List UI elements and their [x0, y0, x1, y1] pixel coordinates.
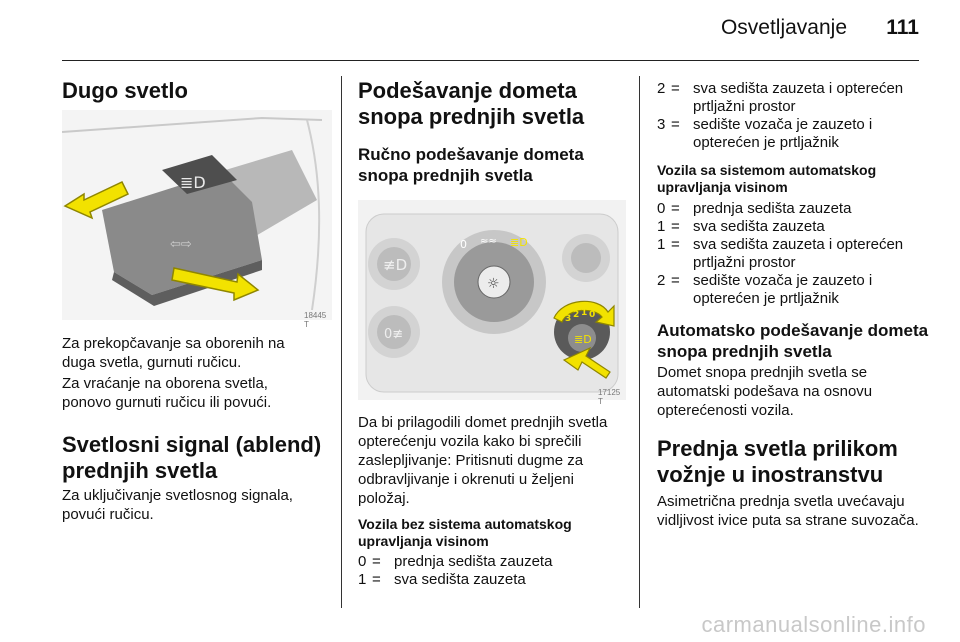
paragraph: Da bi prilagodili domet prednjih svetla opterećenju vozila kako bi sprečili zaslepljivanje: Pritisnuti dugme za odbravljivanje i okrenuti u željeni položaj.: [358, 414, 608, 507]
heading-flash: Svetlosni signal (ablend) prednjih svetla: [62, 432, 322, 483]
figure-light-switch: [358, 200, 626, 400]
svg-text:0≢: 0≢: [384, 327, 404, 342]
page-number: 111: [886, 16, 919, 39]
page-header: [62, 0, 919, 61]
figure-number: 18445 T: [304, 311, 327, 329]
setting-list: [358, 553, 626, 589]
page-title: Osvetljavanje: [720, 16, 847, 39]
svg-text:≈≈: ≈≈: [480, 236, 497, 247]
svg-text:≢D: ≢D: [383, 256, 408, 274]
dial-label: 2: [573, 310, 580, 320]
paragraph: Asimetrična prednja svetla uvećavaju vidljivost ivice puta sa strane suvozača.: [657, 493, 919, 529]
dial-label: 1: [581, 308, 588, 318]
list-item: 1 = sva sedišta zauzeta: [657, 218, 825, 235]
setting-list-continued: [657, 80, 929, 152]
paragraph: Domet snopa prednjih svetla se automatski podešava na osnovu opterećenosti vozila.: [657, 364, 873, 419]
subheading-with-auto: Vozila sa sistemom automatskog upravljanja visinom: [657, 162, 877, 195]
list-item: 1 = sva sedišta zauzeta i opterećen prtljažni prostor: [657, 236, 904, 271]
list-item: 0 = prednja sedišta zauzeta: [657, 200, 852, 217]
figure-number: 17125 T: [598, 388, 621, 406]
paragraph: Za prekopčavanje sa oborenih na duga svetla, gurnuti ručicu.: [62, 335, 285, 371]
subheading-without-auto: Vozila bez sistema automatskog upravljanja visinom: [358, 516, 572, 549]
heading-range-adjustment: Podešavanje dometa snopa prednjih svetla: [358, 78, 585, 129]
figure-high-beam-lever: [62, 110, 332, 320]
heading-auto-adjustment: Automatsko podešavanje dometa snopa prednjih svetla: [657, 321, 929, 361]
svg-text:≣D: ≣D: [510, 236, 528, 249]
dial-label: 0: [589, 310, 596, 320]
svg-text:≣D: ≣D: [574, 333, 592, 346]
svg-text:≣D: ≣D: [180, 173, 206, 192]
paragraph: Za uključivanje svetlosnog signala, povući ručicu.: [62, 487, 293, 523]
heading-driving-abroad: Prednja svetla prilikom vožnje u inostranstvu: [657, 436, 898, 487]
list-item: 1 = sva sedišta zauzeta: [358, 571, 526, 588]
dial-label: 3: [565, 314, 572, 324]
list-item: 0 = prednja sedišta zauzeta: [358, 553, 553, 570]
column-divider: [639, 76, 640, 608]
column-divider: [341, 76, 342, 608]
svg-text:☼: ☼: [487, 276, 500, 292]
watermark: carmanualsonline.info: [701, 612, 926, 637]
svg-text:⇦⇨: ⇦⇨: [170, 237, 192, 252]
heading-manual-adjustment: Ručno podešavanje dometa snopa prednjih svetla: [358, 145, 584, 185]
list-item: 2 = sva sedišta zauzeta i opterećen prtljažni prostor: [657, 80, 904, 115]
setting-list-auto: [657, 200, 929, 308]
list-item: 3 = sedište vozača je zauzeto i opterećen je prtljažnik: [657, 116, 873, 151]
paragraph: Za vraćanje na oborena svetla, ponovo gurnuti ručicu ili povući.: [62, 375, 272, 411]
list-item: 2 = sedište vozača je zauzeto i opterećen je prtljažnik: [657, 272, 873, 307]
heading-high-beam: Dugo svetlo: [62, 78, 188, 103]
svg-text:0: 0: [460, 238, 467, 251]
